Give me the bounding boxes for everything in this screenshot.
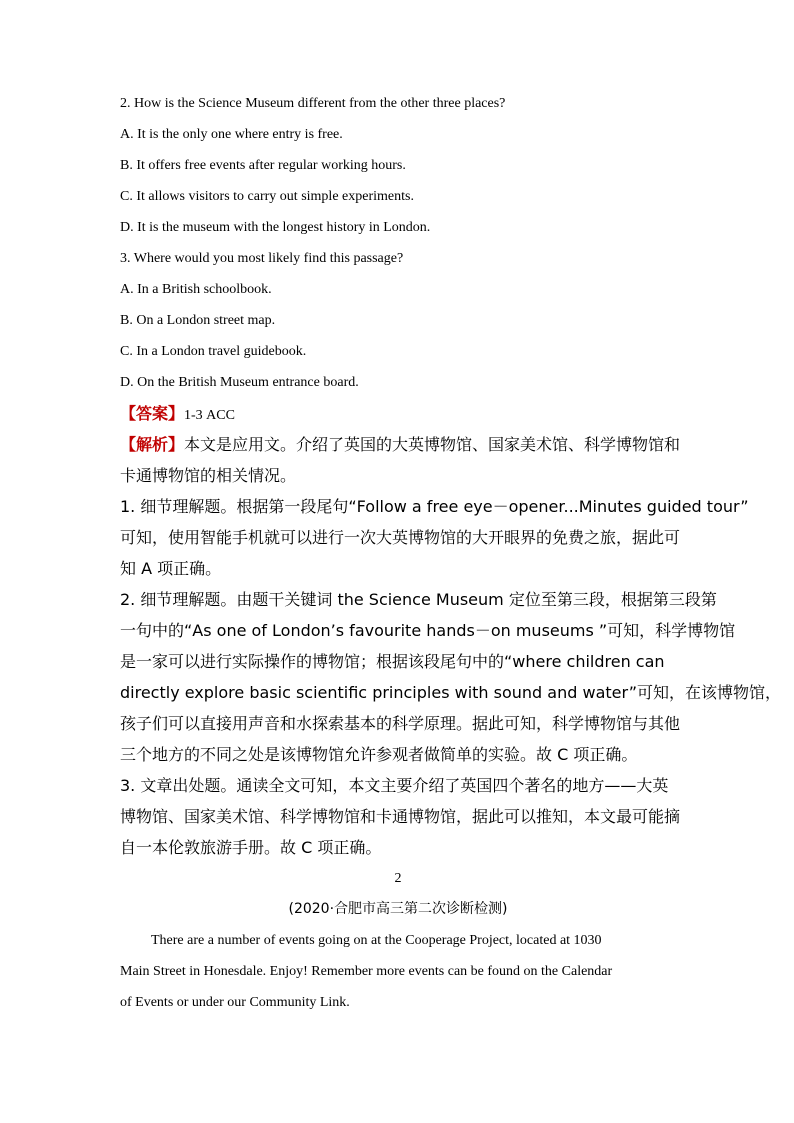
analysis-first-line <box>120 429 681 460</box>
analysis-line: 3. 文章出处题。通读全文可知，本文主要介绍了英国四个著名的地方——大英 <box>120 776 669 795</box>
analysis-line: 是一家可以进行实际操作的博物馆；根据该段尾句中的“where children can <box>120 652 665 671</box>
analysis-line: 1. 细节理解题。根据第一段尾句“Follow a free eye－opener...Minutes guided tour” <box>120 497 749 516</box>
passage-line: There are a number of events going on at the Cooperage Project, located at 1030 <box>151 933 602 948</box>
question-2-option-d: D. It is the museum with the longest history in London. <box>120 220 431 235</box>
question-3-option-b: B. On a London street map. <box>120 313 276 328</box>
question-3-option-c: C. In a London travel guidebook. <box>120 344 307 359</box>
question-3-option-a: A. In a British schoolbook. <box>120 282 272 297</box>
analysis-line: 一句中的“As one of London’s favourite hands－on museums ”可知，科学博物馆 <box>120 621 736 640</box>
question-2-option-a: A. It is the only one where entry is free. <box>120 127 343 142</box>
analysis-line: directly explore basic scientific principles with sound and water”可知，在该博物馆， <box>120 683 782 702</box>
question-2-option-b: B. It offers free events after regular working hours. <box>120 158 406 173</box>
question-2-option-c: C. It allows visitors to carry out simple experiments. <box>120 189 414 204</box>
analysis-line: 自一本伦敦旅游手册。故 C 项正确。 <box>120 838 382 857</box>
analysis-line: 可知，使用智能手机就可以进行一次大英博物馆的大开眼界的免费之旅，据此可 <box>120 528 681 547</box>
analysis-line: 博物馆、国家美术馆、科学博物馆和卡通博物馆，据此可以推知，本文最可能摘 <box>120 807 681 826</box>
answer-text: 1-3 ACC <box>184 408 235 423</box>
analysis-line: 三个地方的不同之处是该博物馆允许参观者做简单的实验。故 C 项正确。 <box>120 745 638 764</box>
analysis-line: 2. 细节理解题。由题干关键词 the Science Museum 定位至第三段，根据第三段第 <box>120 590 717 609</box>
passage-line: Main Street in Honesdale. Enjoy! Remember more events can be found on the Calendar <box>120 964 613 979</box>
answer-tag: 【答案】 <box>120 404 185 423</box>
analysis-line: 卡通博物馆的相关情况。 <box>120 466 297 485</box>
analysis-line: 知 A 项正确。 <box>120 559 222 578</box>
section-source: (2020·合肥市高三第二次诊断检测) <box>288 901 508 917</box>
analysis-tag: 【解析】 <box>120 435 185 454</box>
passage-line: of Events or under our Community Link. <box>120 995 350 1010</box>
analysis-intro: 本文是应用文。介绍了英国的大英博物馆、国家美术馆、科学博物馆和 <box>184 435 681 454</box>
question-3-option-d: D. On the British Museum entrance board. <box>120 375 359 390</box>
question-2-stem: 2. How is the Science Museum different from the other three places? <box>120 96 506 111</box>
document-page <box>120 88 782 1018</box>
question-3-stem: 3. Where would you most likely find this passage? <box>120 251 404 266</box>
analysis-line: 孩子们可以直接用声音和水探索基本的科学原理。据此可知，科学博物馆与其他 <box>120 714 681 733</box>
section-number: 2 <box>394 871 402 886</box>
answer-line <box>120 398 676 429</box>
